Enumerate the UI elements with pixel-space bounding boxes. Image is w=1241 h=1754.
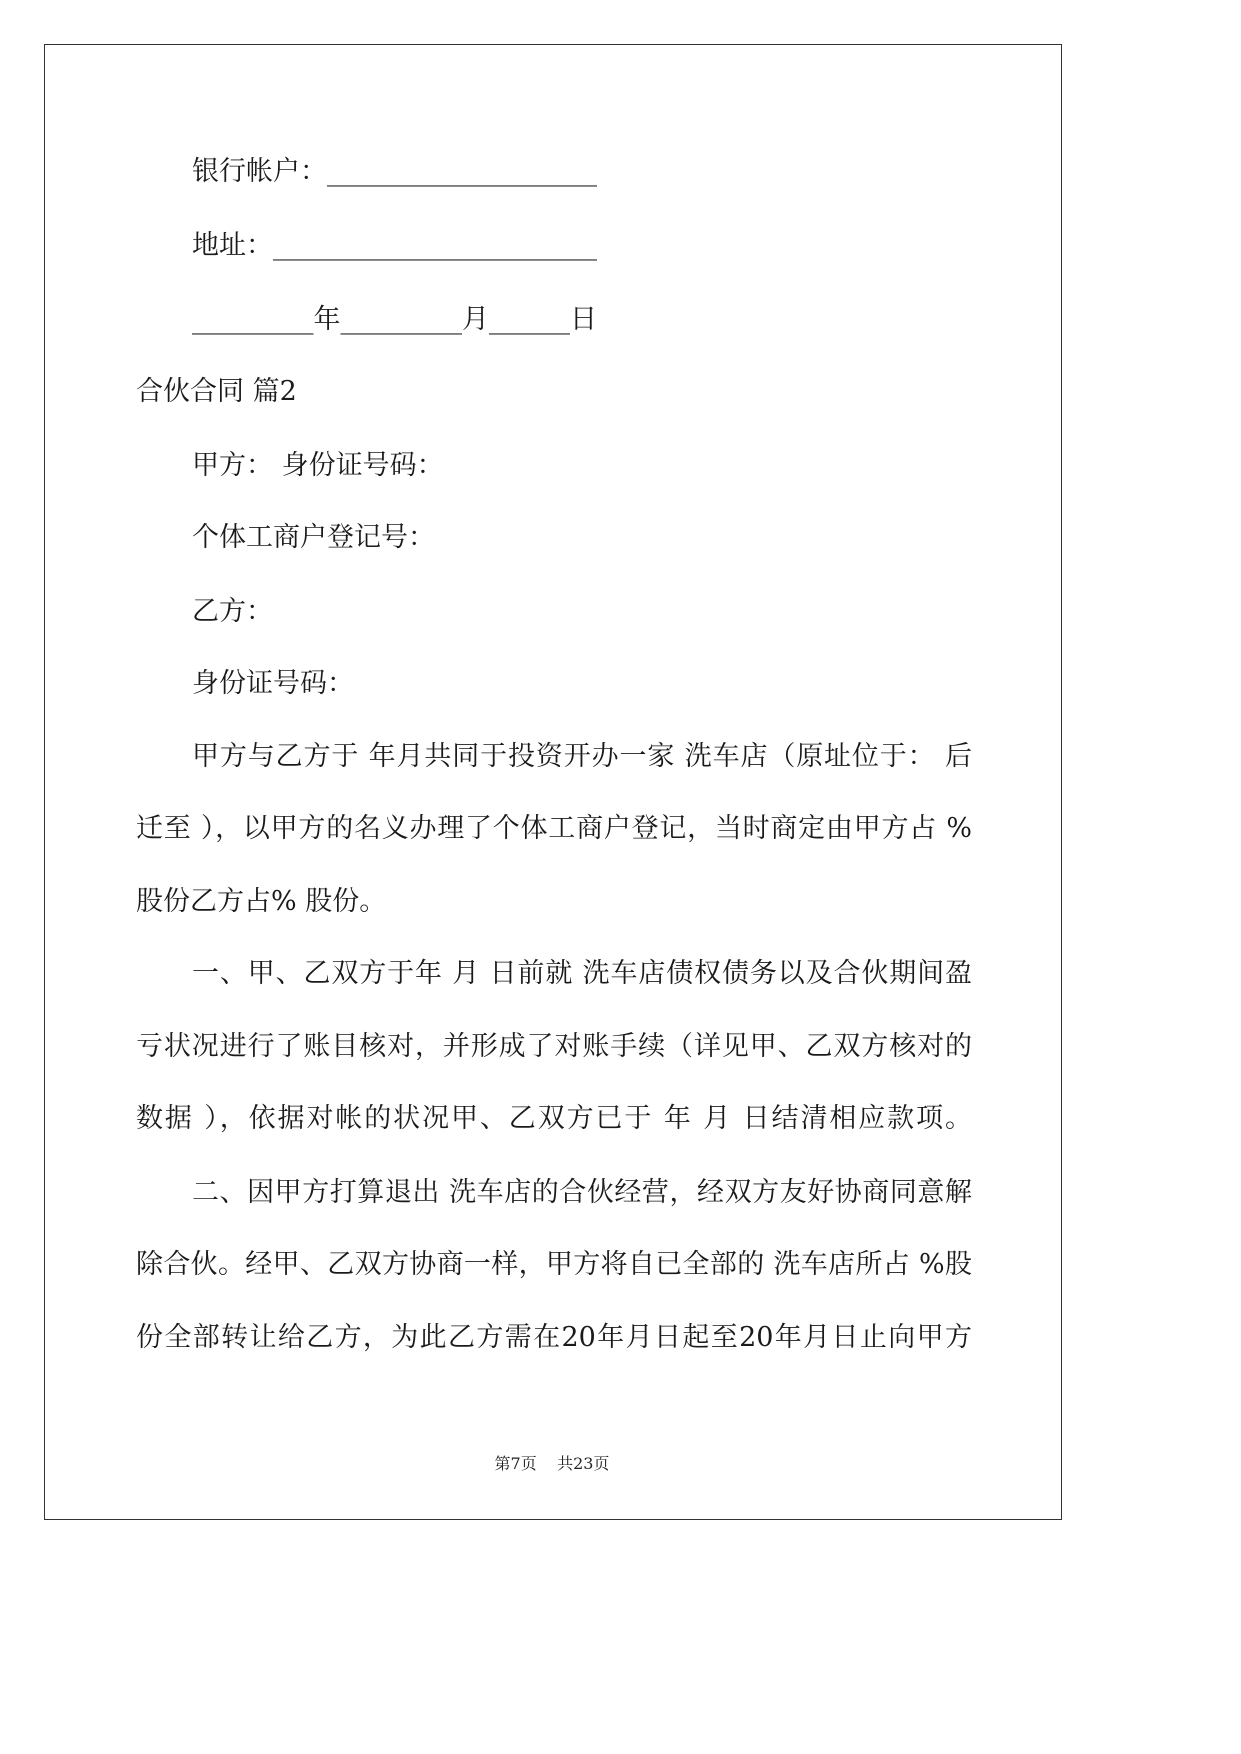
paragraph-2-line-3: 数据 ），依据对帐的状况甲、乙双方已于 年 月 日结清相应款项。 (136, 1103, 972, 1134)
paragraph-3-line-1: 二、因甲方打算退出 洗车店的合伙经营，经双方友好协商同意解 (192, 1177, 972, 1208)
section-title: 合伙合同 篇2 (136, 376, 297, 407)
page-number-footer: 第7页 共23页 (494, 1454, 610, 1473)
paragraph-2-line-1: 一、甲、乙双方于年 月 日前就 洗车店债权债务以及合伙期间盈 (192, 958, 972, 989)
party-b-id-line: 身份证号码： (192, 668, 354, 699)
paragraph-1-line-2: 迁至 ），以甲方的名义办理了个体工商户登记，当时商定由甲方占 % (136, 813, 972, 844)
paragraph-1-line-3: 股份乙方占% 股份。 (136, 886, 387, 917)
party-a-id-line: 甲方： 身份证号码： (192, 450, 444, 481)
paragraph-1-line-1: 甲方与乙方于 年月共同于投资开办一家 洗车店（原址位于： 后 (192, 741, 972, 772)
paragraph-3-line-3: 份全部转让给乙方，为此乙方需在20年月日起至20年月日止向甲方 (136, 1322, 972, 1353)
party-b-line: 乙方： (192, 596, 273, 627)
date-line: _________年_________月______日 (192, 304, 597, 335)
business-reg-line: 个体工商户登记号： (192, 522, 435, 553)
bank-account-line: 银行帐户：____________________ (192, 156, 597, 187)
address-line: 地址：________________________ (192, 230, 597, 261)
paragraph-3-line-2: 除合伙。经甲、乙双方协商一样，甲方将自已全部的 洗车店所占 %股 (136, 1249, 972, 1280)
paragraph-2-line-2: 亏状况进行了账目核对，并形成了对账手续（详见甲、乙双方核对的 (136, 1031, 972, 1062)
page-border (44, 44, 1062, 1520)
